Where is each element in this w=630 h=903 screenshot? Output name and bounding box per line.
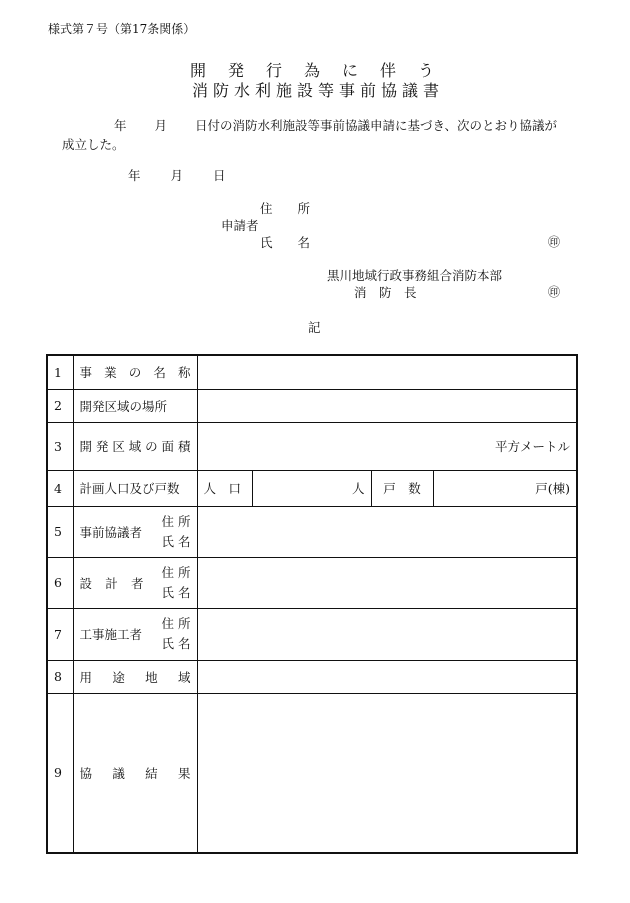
- households-unit: 戸(棟): [535, 481, 570, 496]
- ki-heading: 記: [308, 320, 321, 335]
- row-label-text: 協 議 結 果: [79, 765, 191, 781]
- title-line-1: 開発行為に伴う: [190, 61, 457, 80]
- site-area-field[interactable]: [197, 422, 577, 470]
- row-label: [73, 506, 197, 557]
- table-row: [47, 355, 577, 389]
- table-row: [47, 389, 577, 422]
- row-label-text: 工事施工者: [79, 627, 143, 642]
- title-line-2: 消防水利施設等事前協議書: [192, 81, 445, 100]
- row-label: [73, 660, 197, 693]
- area-unit: 平方メートル: [494, 439, 570, 454]
- form-number: 様式第７号（第17条関係）: [48, 22, 196, 36]
- row-number: 4: [47, 470, 73, 506]
- row-number: 2: [47, 389, 73, 422]
- row-number: 9: [47, 693, 73, 853]
- sub-label-name: 氏 名: [161, 636, 191, 651]
- row-label-text: 用 途 地 域: [79, 669, 191, 685]
- sub-label-name: 氏 名: [161, 584, 191, 600]
- intro-rest: 日付の消防水利施設等事前協議申請に基づき、次のとおり協議が: [195, 118, 558, 133]
- date-year: 年: [128, 168, 141, 183]
- row-number: 5: [47, 506, 73, 557]
- table-row: [47, 660, 577, 693]
- population-label: 人 口: [197, 470, 252, 506]
- issuer-organization: 黒川地域行政事務組合消防本部: [327, 268, 503, 283]
- table-row: [47, 557, 577, 608]
- table-row: [47, 470, 577, 506]
- consultation-table: [46, 354, 578, 854]
- households-field[interactable]: [433, 470, 577, 506]
- row-number: 1: [47, 355, 73, 389]
- project-name-field[interactable]: [197, 355, 577, 389]
- sub-label-address: 住 所: [161, 564, 191, 580]
- zoning-field[interactable]: [197, 660, 577, 693]
- date-day: 日: [213, 168, 226, 183]
- table-row: [47, 506, 577, 557]
- row-label: 開発区域の場所: [73, 389, 197, 422]
- table-row: [47, 608, 577, 660]
- table-row: [47, 422, 577, 470]
- population-field[interactable]: [252, 470, 371, 506]
- row-label: [73, 422, 197, 470]
- row-label: 計画人口及び戸数: [73, 470, 197, 506]
- row-label: [73, 608, 197, 660]
- intro-line-1: [114, 116, 557, 134]
- row-label-text: 設 計 者: [79, 575, 144, 591]
- row-label-text: 事 業 の 名 称: [79, 365, 191, 381]
- intro-line-2: 成立した。: [62, 137, 125, 152]
- issuer-seal-mark: ㊞: [548, 285, 561, 299]
- applicant-address-label: 住 所: [260, 201, 311, 216]
- row-number: 7: [47, 608, 73, 660]
- applicant-seal-mark: ㊞: [548, 235, 561, 249]
- consultant-field[interactable]: [197, 506, 577, 557]
- issuer-title: 消 防 長: [354, 285, 417, 300]
- document-date: [128, 166, 256, 184]
- applicant-role: 申請者: [221, 218, 259, 233]
- row-number: 3: [47, 422, 73, 470]
- row-label-text: 開 発 区 域 の 面 積: [79, 439, 191, 454]
- row-number: 6: [47, 557, 73, 608]
- applicant-name-label: 氏 名: [260, 235, 311, 250]
- row-label-text: 事前協議者: [79, 524, 143, 540]
- date-month: 月: [170, 168, 184, 183]
- designer-field[interactable]: [197, 557, 577, 608]
- intro-month: 月: [154, 118, 168, 133]
- row-label: [73, 557, 197, 608]
- row-label: [73, 355, 197, 389]
- row-label: [73, 693, 197, 853]
- households-label: 戸 数: [371, 470, 433, 506]
- contractor-field[interactable]: [197, 608, 577, 660]
- sub-label-address: 住 所: [161, 616, 191, 631]
- site-location-field[interactable]: [197, 389, 577, 422]
- sub-label-name: 氏 名: [161, 533, 191, 549]
- population-unit: 人: [351, 481, 365, 496]
- sub-label-address: 住 所: [161, 513, 191, 529]
- result-field[interactable]: [197, 693, 577, 853]
- row-number: 8: [47, 660, 73, 693]
- intro-year: 年: [114, 118, 127, 133]
- table-row: [47, 693, 577, 853]
